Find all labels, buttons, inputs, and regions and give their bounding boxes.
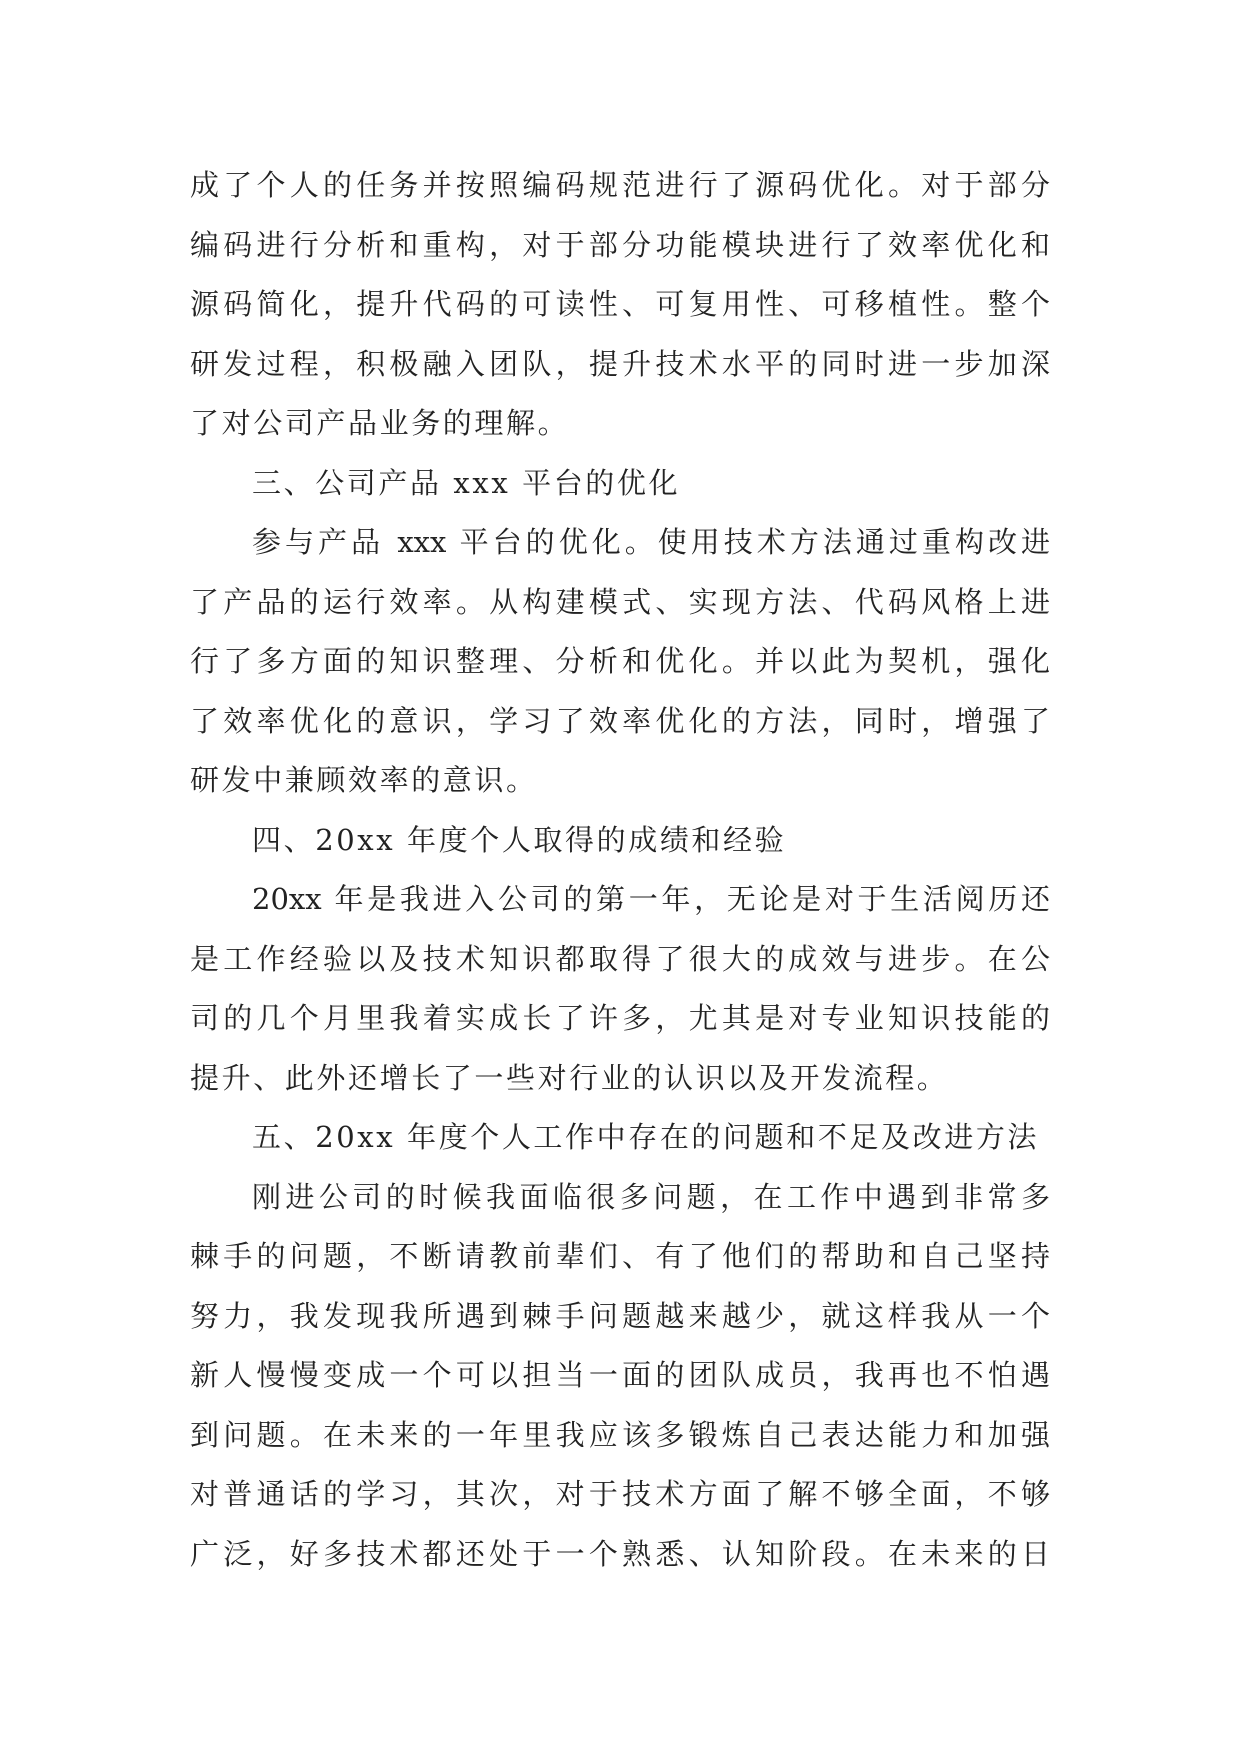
paragraph-line: 20xx 年是我进入公司的第一年，无论是对于生活阅历还 (252, 882, 1050, 916)
paragraph-line: 提升、此外还增长了一些对行业的认识以及开发流程。 (190, 1060, 949, 1095)
paragraph-line: 广泛，好多技术都还处于一个熟悉、认知阶段。在未来的日 (190, 1536, 1050, 1571)
section-heading: 三、公司产品 xxx 平台的优化 (252, 465, 681, 500)
paragraph-line: 司的几个月里我着实成长了许多，尤其是对专业知识技能的 (190, 1001, 1050, 1035)
paragraph-line: 努力，我发现我所遇到棘手问题越来越少，就这样我从一个 (190, 1298, 1050, 1333)
paragraph-line: 棘手的问题，不断请教前辈们、有了他们的帮助和自己坚持 (190, 1239, 1050, 1273)
paragraph-line: 是工作经验以及技术知识都取得了很大的成效与进步。在公 (190, 941, 1050, 976)
section-heading: 五、20xx 年度个人工作中存在的问题和不足及改进方法 (252, 1120, 1040, 1154)
paragraph-line: 研发过程，积极融入团队，提升技术水平的同时进一步加深 (190, 346, 1050, 381)
paragraph-line: 了对公司产品业务的理解。 (190, 406, 570, 440)
paragraph-line: 了效率优化的意识，学习了效率优化的方法，同时，增强了 (190, 703, 1050, 738)
paragraph-line: 到问题。在未来的一年里我应该多锻炼自己表达能力和加强 (190, 1417, 1050, 1452)
section-heading: 四、20xx 年度个人取得的成绩和经验 (252, 822, 787, 857)
paragraph-line: 源码简化，提升代码的可读性、可复用性、可移植性。整个 (190, 287, 1050, 321)
paragraph-line: 刚进公司的时候我面临很多问题，在工作中遇到非常多 (252, 1179, 1050, 1214)
paragraph-line: 编码进行分析和重构，对于部分功能模块进行了效率优化和 (190, 227, 1050, 262)
paragraph-line: 了产品的运行效率。从构建模式、实现方法、代码风格上进 (190, 584, 1050, 619)
paragraph-line: 参与产品 xxx 平台的优化。使用技术方法通过重构改进 (252, 525, 1050, 559)
paragraph-line: 新人慢慢变成一个可以担当一面的团队成员，我再也不怕遇 (190, 1358, 1050, 1392)
paragraph-line: 对普通话的学习，其次，对于技术方面了解不够全面，不够 (190, 1477, 1050, 1511)
paragraph-line: 成了个人的任务并按照编码规范进行了源码优化。对于部分 (190, 168, 1050, 202)
document-body (190, 156, 1050, 1584)
paragraph-line: 行了多方面的知识整理、分析和优化。并以此为契机，强化 (190, 644, 1050, 678)
paragraph-line: 研发中兼顾效率的意识。 (190, 763, 538, 797)
